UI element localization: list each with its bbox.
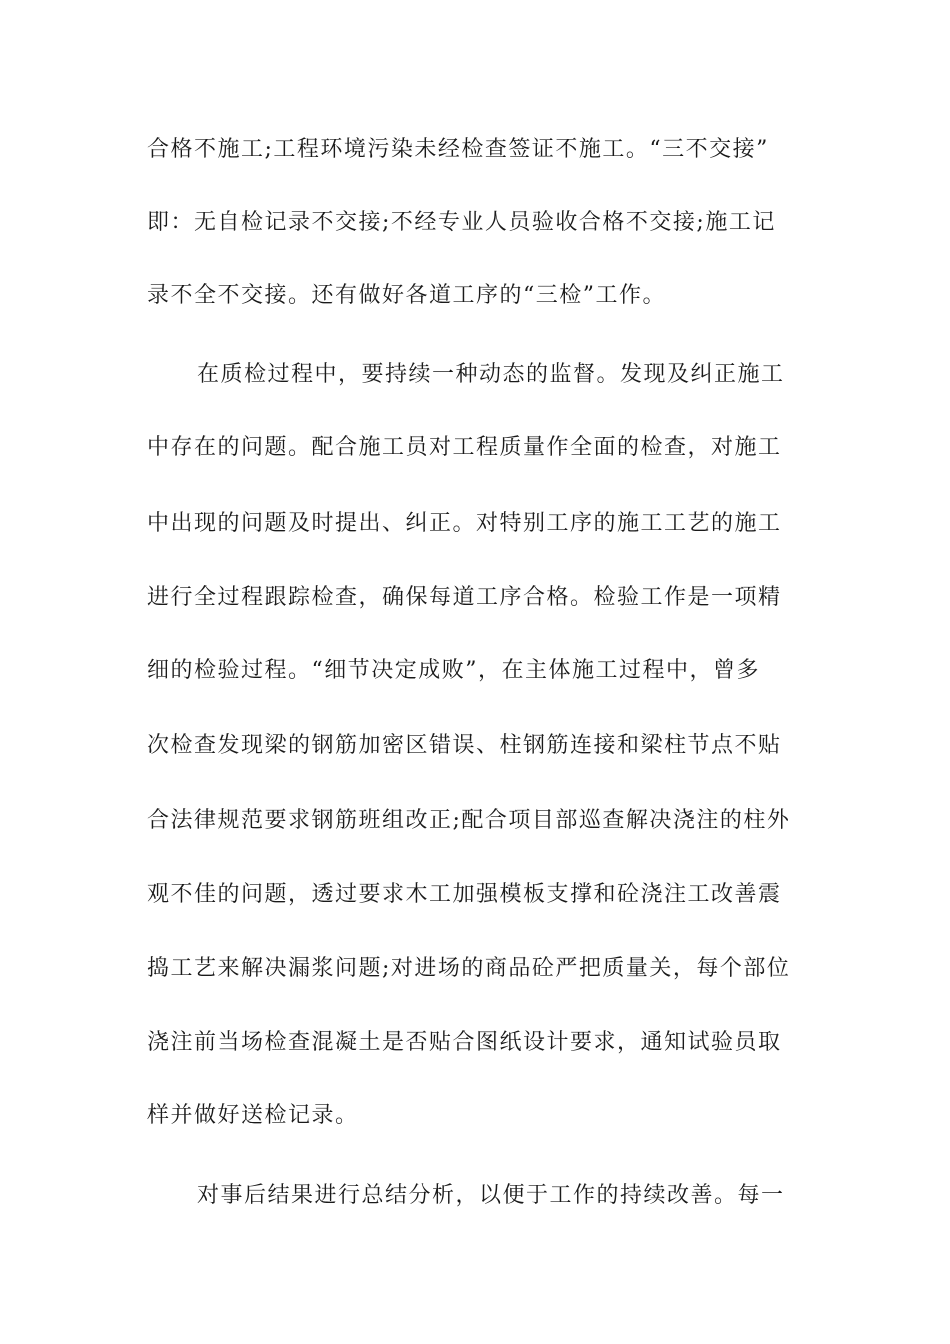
text-line: 中存在的问题。配合施工员对工程质量作全面的检查，对施工: [147, 435, 782, 460]
text-line: 样并做好送检记录。: [147, 1103, 359, 1128]
text-line: 浇注前当场检查混凝土是否贴合图纸设计要求，通知试验员取: [147, 1030, 782, 1055]
text-line: 次检查发现梁的钢筋加密区错误、柱钢筋连接和梁柱节点不贴: [147, 733, 782, 758]
text-line: 细的检验过程。“细节决定成败”，在主体施工过程中，曾多: [147, 658, 760, 683]
text-line: 捣工艺来解决漏浆问题;对进场的商品砼严把质量关，每个部位: [147, 956, 791, 981]
paragraph-first-line: 对事后结果进行总结分析，以便于工作的持续改善。每一: [197, 1183, 785, 1208]
text-line: 录不全不交接。还有做好各道工序的“三检”工作。: [147, 283, 666, 308]
text-line: 观不佳的问题，透过要求木工加强模板支撑和砼浇注工改善震: [147, 882, 782, 907]
text-line: 合法律规范要求钢筋班组改正;配合项目部巡查解决浇注的柱外: [147, 808, 791, 833]
text-line: 中出现的问题及时提出、纠正。对特别工序的施工工艺的施工: [147, 511, 782, 536]
text-line: 进行全过程跟踪检查，确保每道工序合格。检验工作是一项精: [147, 585, 782, 610]
paragraph-first-line: 在质检过程中，要持续一种动态的监督。发现及纠正施工: [197, 362, 785, 387]
text-line: 即：无自检记录不交接;不经专业人员验收合格不交接;施工记: [147, 210, 776, 235]
text-line: 合格不施工;工程环境污染未经检查签证不施工。“三不交接”: [147, 137, 769, 162]
